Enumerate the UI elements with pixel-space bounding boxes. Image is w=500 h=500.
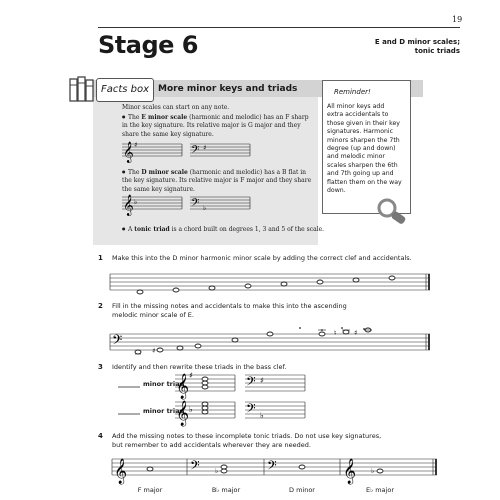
fact-intro: Minor scales can start on any note.: [122, 104, 230, 111]
scale-note: [389, 276, 395, 280]
treble-clef-icon: 𝄞: [123, 142, 134, 163]
treble-clef-icon: 𝄞: [176, 401, 190, 426]
treble-clef-icon: 𝄞: [176, 374, 190, 399]
fact-term: tonic triad: [134, 226, 170, 233]
fact-d-minor: [122, 168, 312, 194]
bass-clef-icon: 𝄢: [191, 197, 200, 212]
key-label: F major: [137, 486, 163, 494]
subtitle-line: tonic triads: [414, 47, 460, 55]
triad-label: minor triad: [143, 407, 185, 415]
sharp-icon: ♯: [260, 376, 264, 385]
page-subtitle: [305, 38, 460, 56]
reminder-line: scales sharpen the 6th: [327, 161, 398, 169]
facts-box-heading: More minor keys and triads: [158, 84, 298, 94]
fact-text-part: (harmonic and melodic) has an F sharp in the key signature. Its relative major is G major and they share the same key signature.: [122, 114, 309, 138]
question-number: 2: [98, 302, 103, 310]
natural-icon: ♮: [334, 329, 337, 337]
flat-icon: ♭: [371, 467, 375, 475]
treble-clef-icon: 𝄞: [123, 195, 134, 216]
bass-clef-icon: 𝄢: [267, 458, 277, 476]
scale-note: [173, 288, 179, 292]
sharp-icon: ♯: [189, 371, 193, 380]
reminder-line: down.: [327, 187, 346, 195]
treble-clef-icon: 𝄞: [343, 459, 357, 484]
fact-text-part: (harmonic and melodic) has a B flat in the key signature. Its relative major is F major and they share the same key signature.: [122, 169, 312, 193]
question-line: Fill in the missing notes and accidentals to make this into the ascending: [112, 302, 347, 310]
treble-clef-icon: 𝄞: [114, 459, 128, 484]
fact-text-part: is a chord built on degrees 1, 3 and 5 of the scale.: [169, 226, 325, 233]
bullet-icon: ●: [122, 226, 126, 231]
flat-icon: ♭: [215, 467, 219, 475]
question-text: [112, 254, 462, 263]
question-line: Identify and then rewrite these triads in the bass clef.: [112, 363, 287, 371]
reminder-line: those given in their key: [327, 119, 400, 127]
facts-box-badge: Facts box: [96, 78, 154, 102]
magnifier-icon: [372, 196, 412, 226]
reminder-line: and melodic minor: [327, 153, 385, 161]
question-number: 4: [98, 432, 103, 440]
flat-icon: ♭: [134, 198, 138, 206]
reminder-line: extra accidentals to: [327, 111, 389, 119]
question-line: Make this into the D minor harmonic minor scale by adding the correct clef and accidentals.: [112, 254, 412, 262]
staff-triad-1-bass[interactable]: [245, 371, 305, 395]
question-number: 1: [98, 254, 103, 262]
flat-icon: ♭: [189, 405, 193, 414]
staff-bass-e-minor: [190, 142, 250, 162]
reminder-line: degree (up and down): [327, 145, 396, 153]
scale-note: [245, 284, 251, 288]
top-rule: [98, 27, 460, 28]
key-label: B♭ major: [211, 486, 241, 494]
reminder-line: All minor keys add: [327, 103, 385, 110]
staff-question-1[interactable]: [110, 271, 430, 295]
answer-line[interactable]: [118, 413, 140, 415]
question-text: [112, 432, 472, 449]
flat-icon: ♭: [260, 411, 264, 420]
sharp-icon: ♯: [354, 329, 358, 337]
flat-icon: ♭: [203, 204, 207, 212]
page-title: Stage 6: [98, 31, 198, 59]
question-line: melodic minor scale of E.: [112, 310, 194, 319]
scale-note: [353, 278, 359, 282]
key-label: D minor: [289, 486, 315, 494]
q1-notes: [137, 276, 395, 294]
scale-note: [137, 290, 143, 294]
scale-note: [317, 280, 323, 284]
answer-line[interactable]: [118, 386, 140, 388]
staff-question-2[interactable]: [110, 325, 430, 355]
fact-term: D minor scale: [141, 169, 188, 176]
subtitle-line: E and D minor scales;: [374, 38, 460, 46]
page-number: 19: [452, 15, 463, 24]
bullet-icon: ●: [122, 114, 126, 119]
reminder-title: Reminder!: [334, 88, 371, 96]
fact-tonic-triad: [122, 225, 332, 234]
sharp-icon: ♯: [152, 347, 156, 355]
fact-text-part: A: [128, 226, 135, 233]
fact-e-minor: [122, 113, 312, 139]
reminder-line: flatten them on the way: [327, 178, 402, 186]
bass-clef-icon: 𝄢: [191, 144, 200, 159]
staff-triad-2-bass[interactable]: [245, 398, 305, 422]
fact-term: E minor scale: [141, 114, 188, 121]
question-line: but remember to add accidentals wherever they are needed.: [112, 440, 311, 449]
staff-triad-1-treble: [175, 371, 235, 399]
staff-question-4[interactable]: [112, 454, 437, 482]
question-text: [112, 302, 462, 319]
bass-clef-icon: 𝄢: [112, 332, 123, 351]
staff-treble-d-minor: [122, 195, 182, 215]
staff-triad-2-treble: [175, 398, 235, 426]
triad-label: minor triad: [143, 380, 185, 388]
staff-treble-e-minor: [122, 142, 182, 162]
bass-clef-icon: 𝄢: [190, 458, 200, 476]
question-number: 3: [98, 363, 103, 371]
sharp-icon: ♯: [134, 141, 138, 149]
scale-note: [209, 286, 215, 290]
key-label: E♭ major: [365, 486, 394, 494]
fact-text-part: The: [128, 114, 142, 121]
reminder-line: and 7th going up and: [327, 170, 394, 178]
fact-text-part: The: [128, 169, 142, 176]
question-line: Add the missing notes to these incomplete tonic triads. Do not use key signatures,: [112, 432, 382, 440]
reminder-line: signatures. Harmonic: [327, 128, 394, 136]
reminder-line: minors sharpen the 7th: [327, 136, 400, 144]
bass-clef-icon: 𝄢: [246, 374, 256, 392]
reminder-body: [327, 103, 407, 195]
bullet-icon: ●: [122, 169, 126, 174]
sharp-icon: ♯: [203, 144, 207, 152]
scale-note: [281, 282, 287, 286]
bass-clef-icon: 𝄢: [246, 401, 256, 419]
staff-bass-d-minor: [190, 195, 250, 215]
